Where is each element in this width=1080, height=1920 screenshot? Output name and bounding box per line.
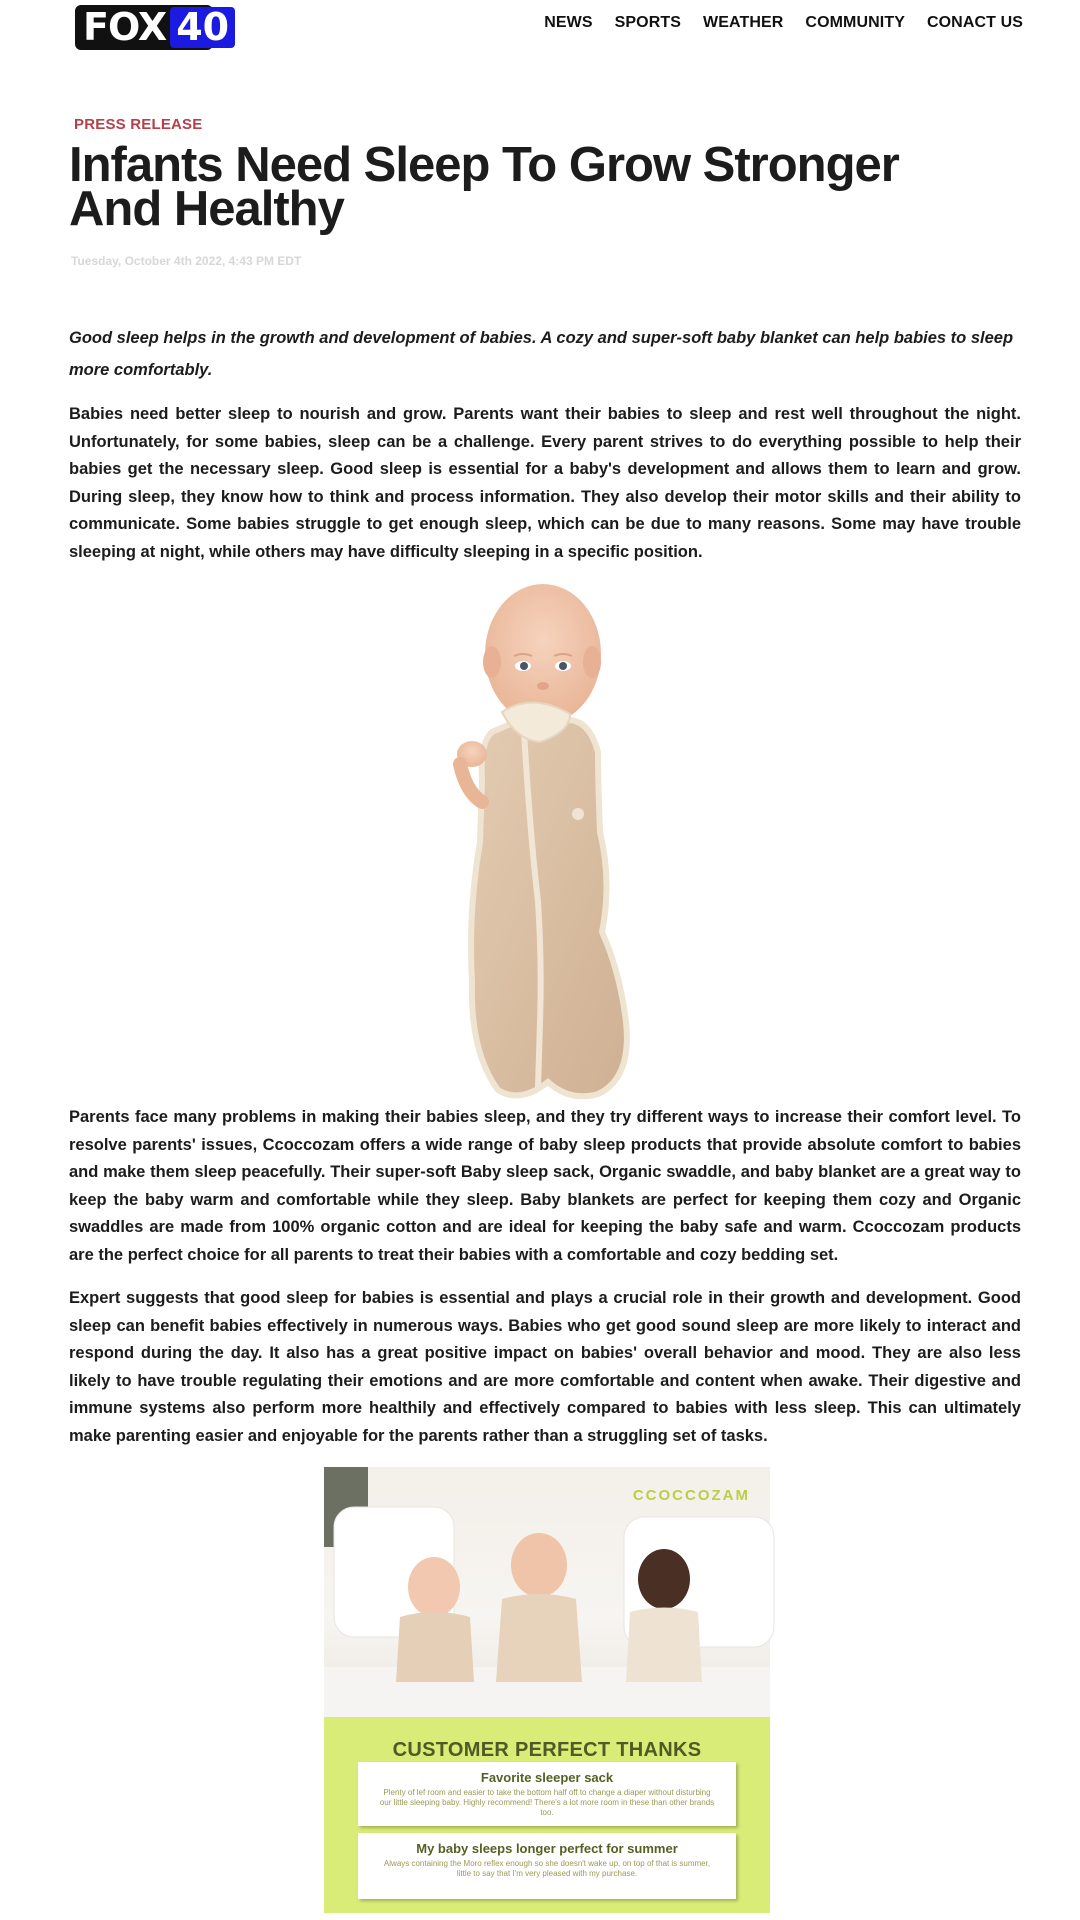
review-text: Plenty of lef room and easier to take the bottom half off to change a diaper without disturbing our little sleeping baby. Highly recommend! There's a lot more room in these than other brands too. — [379, 1788, 715, 1817]
ad-photo-babies — [324, 1467, 770, 1717]
article-dateline: Tuesday, October 4th 2022, 4:43 PM EDT — [71, 254, 302, 268]
article-title: Infants Need Sleep To Grow Stronger And Healthy — [69, 138, 899, 236]
baby-sleep-sack-image — [420, 582, 670, 1108]
fox40-logo[interactable] — [75, 5, 230, 50]
ad-babies-illustration — [324, 1467, 770, 1717]
ad-heading: CUSTOMER PERFECT THANKS — [392, 1739, 702, 1761]
article-paragraph-3: Expert suggests that good sleep for babies is essential and plays a crucial role in their growth and development. Good sleep can benefit babies effectively in numerous ways. Babies who get good sound sleep are more likely to interact and respond during the day. It also has a great positive impact on babies' overall behavior and mood. They are also less likely to have trouble regulating their emotions and are more comfortable and content when awake. Their digestive and immune systems also perform more healthily and effectively compared to babies with less sleep. This can ultimately make parenting easier and enjoyable for the parents rather than a struggling set of tasks. — [69, 1289, 1021, 1445]
review-title: My baby sleeps longer perfect for summer — [416, 1841, 678, 1856]
review-card — [358, 1762, 736, 1826]
ad-reviews-panel — [324, 1717, 770, 1913]
article-paragraph-2: Parents face many problems in making their babies sleep, and they try different ways to increase their comfort level. To resolve parents' issues, Ccoccozam offers a wide range of baby sleep products that provide absolute comfort to babies and make them sleep peacefully. Their super-soft Baby sleep sack, Organic swaddle, and baby blanket are a great way to keep the baby warm and comfortable while they sleep. Baby blankets are perfect for keeping them cozy and Organic swaddles are made from 100% organic cotton and are ideal for keeping the baby safe and warm. Ccoccozam products are the perfect choice for all parents to treat their babies with a comfortable and cozy bedding set. — [69, 1108, 1021, 1264]
review-title: Favorite sleeper sack — [480, 1770, 614, 1785]
article-kicker: PRESS RELEASE — [74, 116, 203, 133]
logo-fox-text: FOX — [77, 7, 170, 48]
nav-community[interactable]: COMMUNITY — [805, 14, 905, 31]
product-ad-image — [324, 1467, 770, 1913]
review-card — [358, 1833, 736, 1899]
ad-brand-name: CCOCCOZAM — [632, 1487, 750, 1504]
main-nav — [522, 14, 1023, 32]
site-header — [0, 0, 1080, 54]
article-lede: Good sleep helps in the growth and development of babies. A cozy and super-soft baby blanket can help babies to sleep more comfortably. — [69, 329, 1014, 379]
nav-sports[interactable]: SPORTS — [614, 14, 682, 31]
article-paragraph-1: Babies need better sleep to nourish and grow. Parents want their babies to sleep and rest well throughout the night. Unfortunately, for some babies, sleep can be a challenge. Every parent strives to do everything possible to help their babies get the necessary sleep. Good sleep is essential for a baby's development and allows them to learn and grow. During sleep, they know how to think and process information. They also develop their motor skills and their ability to communicate. Some babies struggle to get enough sleep, which can be due to many reasons. Some may have trouble sleeping at night, while others may have difficulty sleeping in a specific position. — [69, 405, 1021, 561]
nav-weather[interactable]: WEATHER — [703, 14, 784, 31]
nav-contact-us[interactable]: CONACT US — [926, 14, 1023, 31]
review-text: Always containing the Moro reflex enough so she doesn't wake up, on top of that is summer, little to say that I'm very pleased with my purchase. — [383, 1859, 711, 1878]
nav-news[interactable]: NEWS — [544, 14, 593, 31]
logo-channel-number: 40 — [170, 7, 235, 48]
